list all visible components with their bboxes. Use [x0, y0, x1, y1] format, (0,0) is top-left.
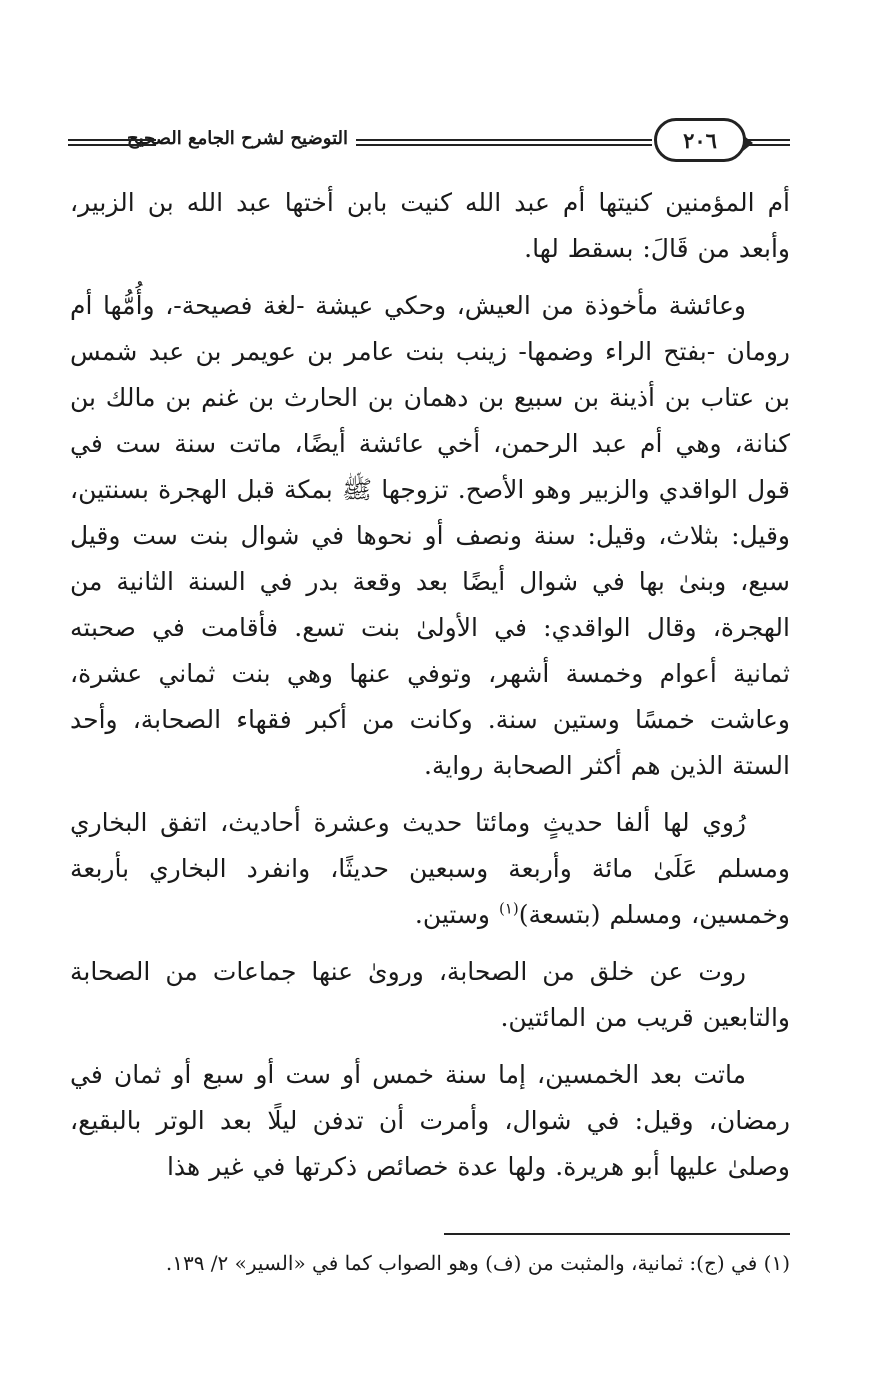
paragraph-3-text-end: وستين.: [414, 900, 499, 929]
footnote-marker: (١): [763, 1251, 790, 1275]
paragraph-3: [70, 800, 790, 938]
header-rule-right: [748, 139, 790, 146]
paragraph-2: وعائشة مأخوذة من العيش، وحكي عيشة -لغة فصيحة-، وأُمُّها أم رومان -بفتح الراء وضمها- زينب بنت عامر بن عويمر بن عبد شمس بن عتاب بن أذينة بن سبيع بن دهمان بن الحارث بن غنم بن مالك بن كنانة، وهي أم عبد الرحمن، أخي عائشة أيضًا، ماتت سنة ست في قول الواقدي والزبير وهو الأصح. تزوجها ﷺ بمكة قبل الهجرة بسنتين، وقيل: بثلاث، وقيل: سنة ونصف أو نحوها في شوال بنت ست وقيل سبع، وبنىٰ بها في شوال أيضًا بعد وقعة بدر في السنة الثانية من الهجرة، وقال الواقدي: في الأولىٰ بنت تسع. فأقامت في صحبته ثمانية أعوام وخمسة أشهر، وتوفي عنها وهي بنت ثماني عشرة، وعاشت خمسًا وستين سنة. وكانت من أكبر فقهاء الصحابة، وأحد الستة الذين هم أكثر الصحابة رواية.: [70, 291, 790, 780]
paragraph-1: أم المؤمنين كنيتها أم عبد الله كنيت بابن أختها عبد الله بن الزبير، وأبعد من قَالَ: بسقط لها.: [70, 188, 790, 263]
badge-arrow-icon: [743, 135, 753, 151]
running-title: التوضيح لشرح الجامع الصحيح: [126, 128, 348, 149]
page-header: [68, 118, 790, 166]
paragraph-5: ماتت بعد الخمسين، إما سنة خمس أو ست أو سبع أو ثمان في رمضان، وقيل: في شوال، وأمرت أن تدفن ليلًا بعد الوتر بالبقيع، وصلىٰ عليها أبو هريرة. ولها عدة خصائص ذكرتها في غير هذا: [70, 1060, 790, 1181]
page-number: ٢٠٦: [683, 128, 717, 153]
footnote-text: في (ج): ثمانية، والمثبت من (ف) وهو الصواب كما في «السير» ٢/ ١٣٩.: [165, 1251, 758, 1275]
footnote-reference[interactable]: (١): [498, 899, 519, 918]
footnotes: [70, 1246, 790, 1280]
main-text: [70, 180, 790, 1201]
footnote-item: [70, 1246, 790, 1280]
paragraph-3-text: رُوي لها ألفا حديثٍ ومائتا حديث وعشرة أحاديث، اتفق البخاري ومسلم عَلَىٰ مائة وأربعة وسبعين حديثًا، وانفرد البخاري بأربعة وخمسين، ومسلم (بتسعة): [70, 808, 790, 929]
page-number-badge: [654, 118, 746, 162]
paragraph-4: روت عن خلق من الصحابة، وروىٰ عنها جماعات من الصحابة والتابعين قريب من المائتين.: [70, 957, 790, 1032]
footnote-separator: [444, 1233, 790, 1235]
header-rule-left: [68, 139, 156, 146]
header-rule-middle: [356, 139, 652, 146]
